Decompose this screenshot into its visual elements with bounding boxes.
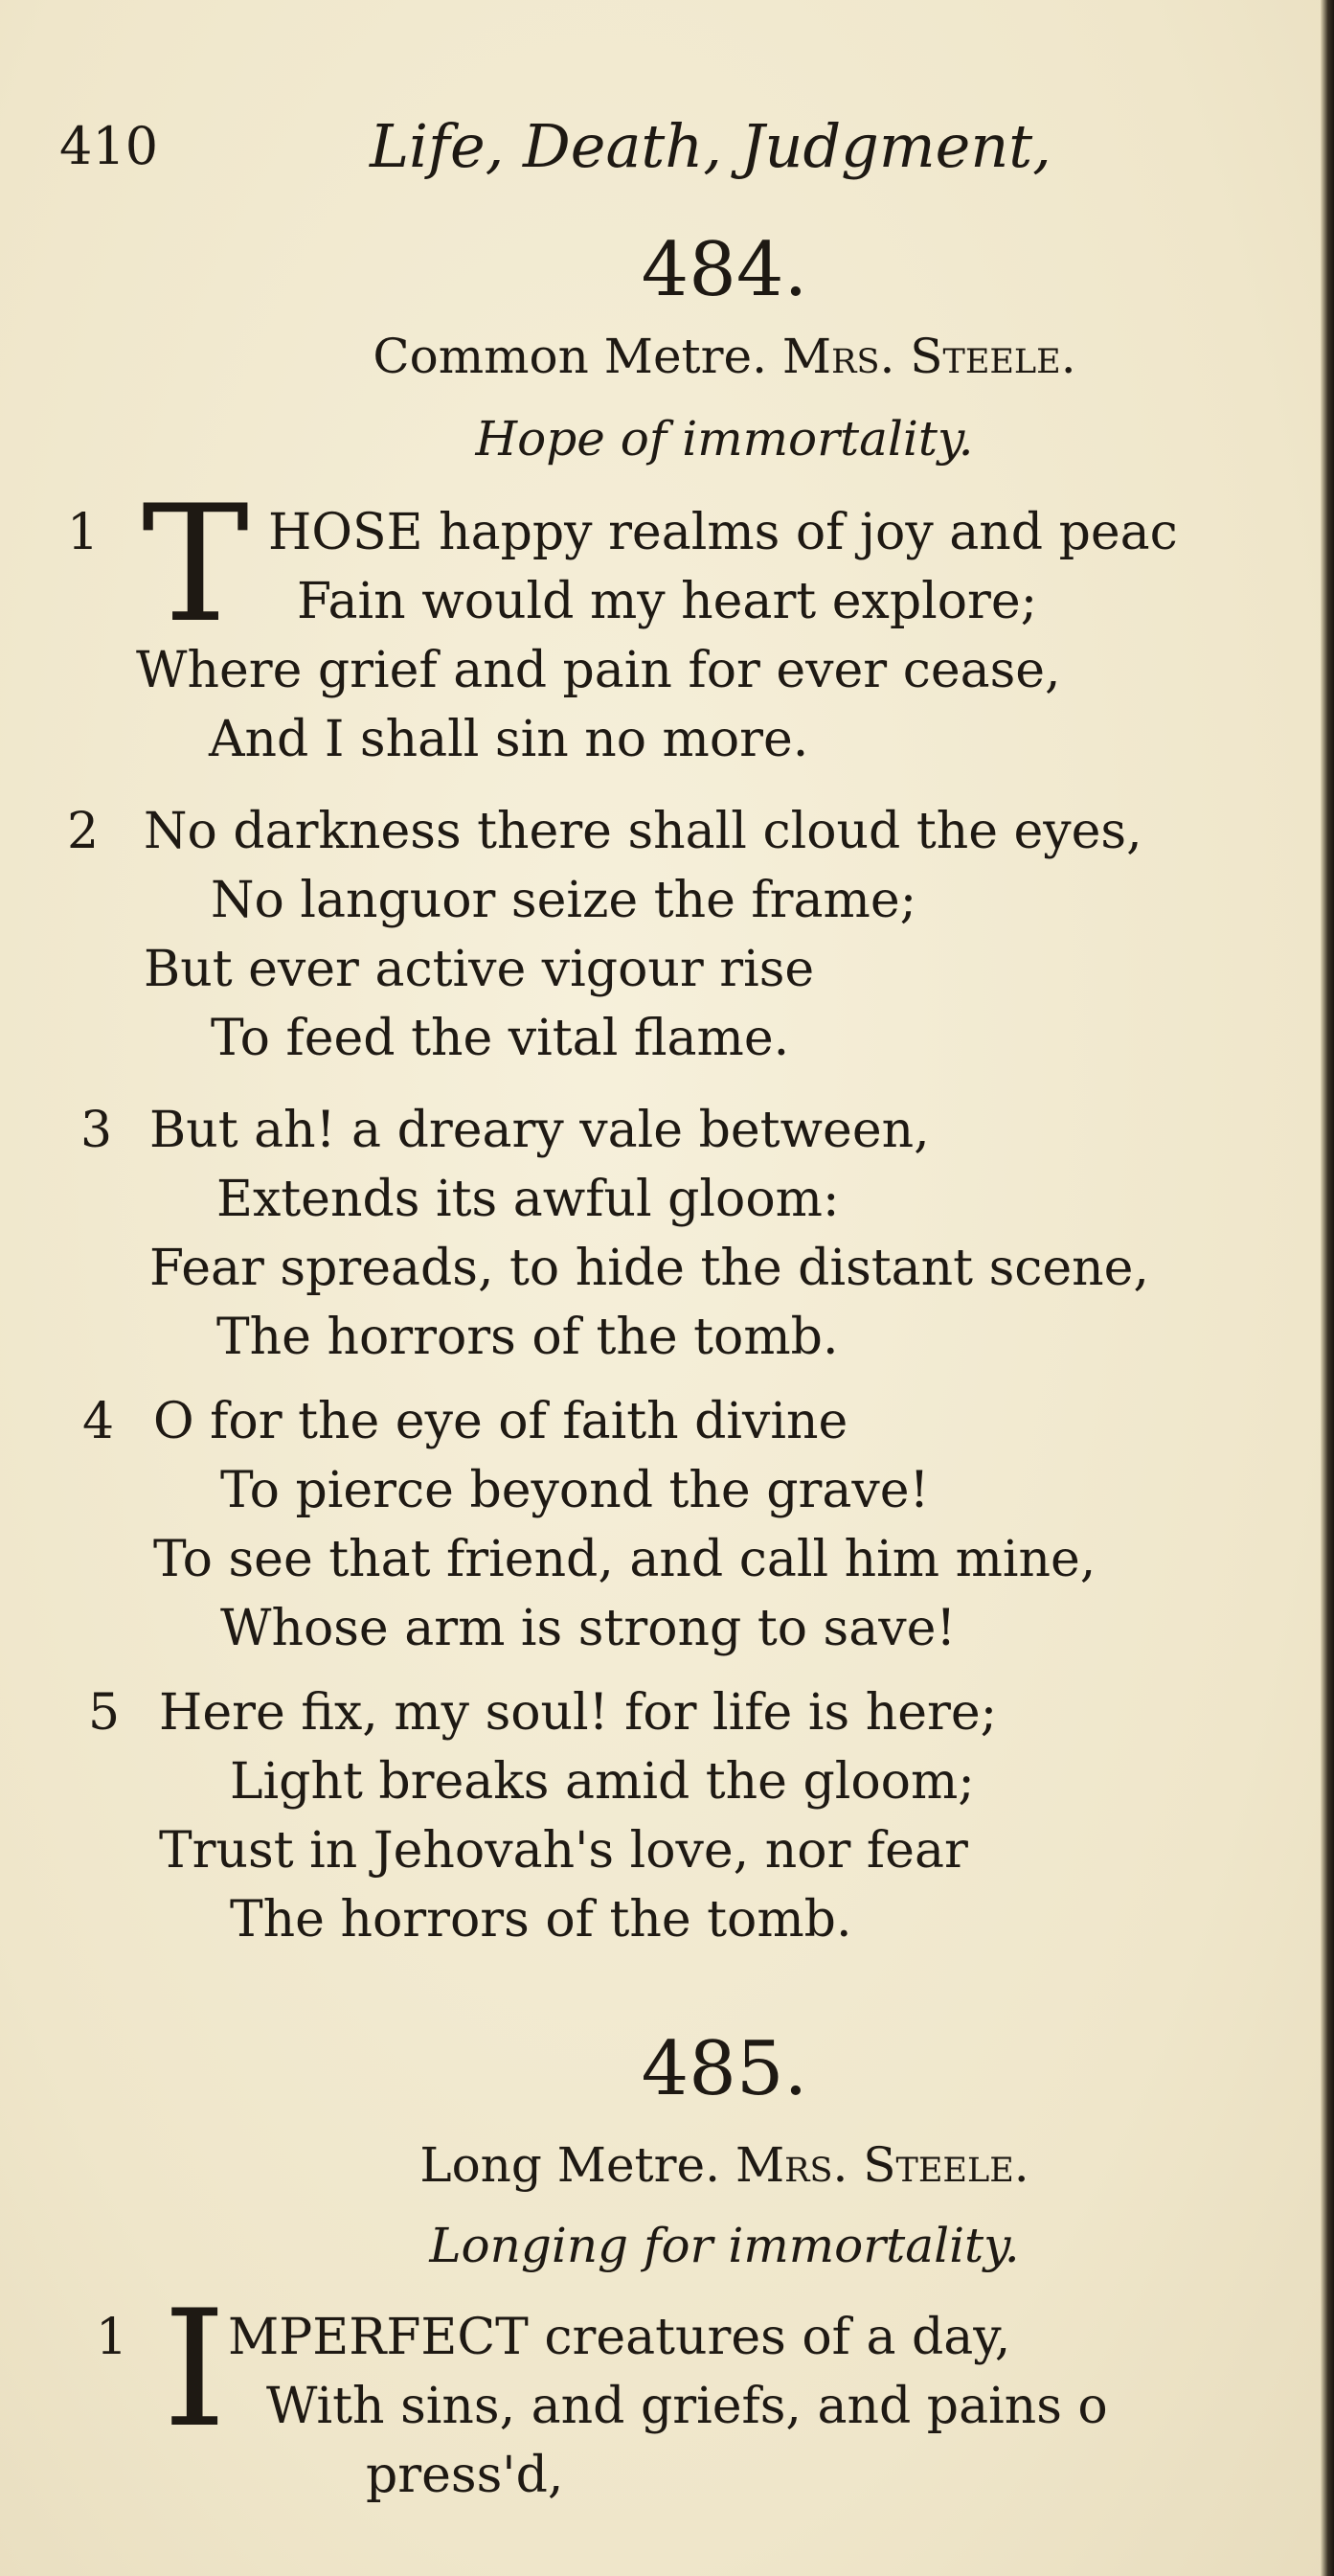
- verse-line: Fear spreads, to hide the distant scene,: [149, 1240, 1149, 1297]
- hymn-484-metre: Common Metre.: [373, 329, 768, 384]
- verse-line: press'd,: [366, 2447, 564, 2504]
- hymn-484-stanza-2: [67, 797, 1312, 1073]
- hymn-485-subject: Longing for immortality.: [429, 2218, 1020, 2273]
- hymn-484-subject: Hope of immortality.: [475, 411, 974, 467]
- hymn-485-author: Mrs. Steele.: [735, 2137, 1029, 2193]
- stanza-number: 5: [88, 1684, 121, 1742]
- verse-line: Trust in Jehovah's love, nor fear: [159, 1822, 968, 1880]
- verse-line: And I shall sin no more.: [209, 711, 809, 768]
- verse-line: Whose arm is strong to save!: [220, 1600, 957, 1657]
- verse-line: O for the eye of faith divine: [153, 1393, 848, 1450]
- page-number: 410: [59, 116, 159, 176]
- hymn-484-metre-line: [57, 320, 1334, 393]
- verse-line: No darkness there shall cloud the eyes,: [144, 803, 1142, 860]
- stanza-number: 1: [96, 2309, 128, 2366]
- stanza-number: 3: [80, 1102, 113, 1159]
- verse-line: No languor seize the frame;: [211, 872, 917, 929]
- verse-line: MPERFECT creatures of a day,: [228, 2309, 1011, 2366]
- verse-line: Here fix, my soul! for life is here;: [159, 1684, 998, 1742]
- verse-line: The horrors of the tomb.: [216, 1309, 839, 1366]
- hymn-484-author: Mrs. Steele.: [781, 329, 1076, 384]
- stanza-number: 2: [67, 803, 100, 860]
- drop-cap: I: [163, 2275, 227, 2463]
- hymn-485-number: 485.: [641, 2026, 808, 2112]
- hymn-485-metre-line: [57, 2129, 1334, 2201]
- running-header: [54, 103, 1279, 190]
- verse-line: HOSE happy realms of joy and peac: [268, 504, 1178, 561]
- verse-line: To pierce beyond the grave!: [220, 1462, 930, 1519]
- drop-cap: T: [142, 470, 250, 658]
- stanza-number: 4: [82, 1393, 115, 1450]
- verse-line: But ah! a dreary vale between,: [149, 1102, 930, 1159]
- verse-line: To see that friend, and call him mine,: [153, 1531, 1097, 1588]
- verse-line: The horrors of the tomb.: [230, 1891, 852, 1949]
- verse-line: Where grief and pain for ever cease,: [136, 642, 1061, 699]
- verse-line: With sins, and griefs, and pains o: [266, 2378, 1108, 2435]
- hymn-485-metre: Long Metre.: [419, 2137, 721, 2193]
- verse-line: Fain would my heart explore;: [297, 573, 1038, 630]
- verse-line: To feed the vital flame.: [211, 1010, 790, 1067]
- verse-line: Light breaks amid the gloom;: [230, 1753, 975, 1811]
- running-title: Life, Death, Judgment,: [370, 111, 1051, 181]
- hymn-484-stanza-4: [67, 1387, 1312, 1663]
- hymn-484-number: 484.: [641, 227, 808, 313]
- stanza-number: 1: [67, 504, 100, 561]
- verse-line: Extends its awful gloom:: [216, 1171, 840, 1228]
- hymn-484-stanza-3: [67, 1096, 1312, 1372]
- verse-line: But ever active vigour rise: [144, 941, 815, 998]
- hymn-484-stanza-5: [67, 1678, 1312, 1954]
